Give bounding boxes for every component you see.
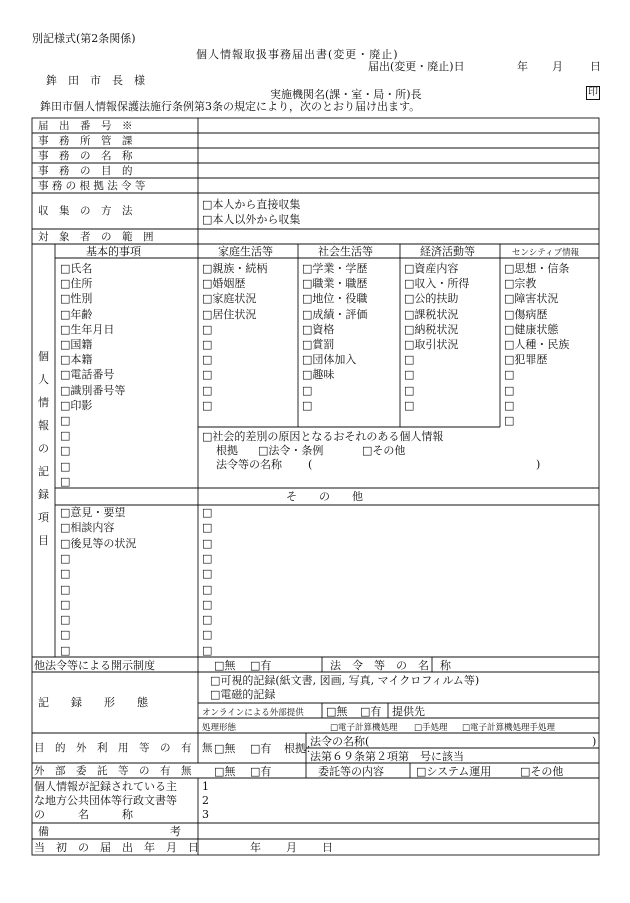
system-op-checkbox[interactable]: □システム運用: [416, 765, 492, 778]
other-right-checkbox-1[interactable]: □: [202, 506, 213, 519]
basic-checkbox-9[interactable]: □識別番号等: [60, 383, 126, 397]
basic-checkbox-6[interactable]: □国籍: [60, 338, 93, 351]
processing-label: 処理形態: [202, 723, 237, 733]
economic-checkbox-7[interactable]: □: [404, 353, 415, 367]
proc-mixed-checkbox[interactable]: □電子計算機処理手処理: [462, 723, 556, 733]
other-left-checkbox-5[interactable]: □: [60, 567, 71, 581]
other-left-checkbox-2[interactable]: □相談内容: [60, 521, 115, 535]
sensitive-checkbox-2[interactable]: □宗教: [504, 277, 537, 291]
other-right-checkbox-4[interactable]: □: [202, 551, 213, 565]
outsource-other-checkbox[interactable]: □その他: [520, 765, 564, 778]
other-right-checkbox-6[interactable]: □: [202, 582, 213, 596]
header-economic: 経済活動等: [420, 245, 475, 258]
basic-checkbox-2[interactable]: □住所: [60, 277, 93, 291]
basis-other-checkbox[interactable]: □その他: [362, 444, 406, 457]
economic-checkbox-4[interactable]: □課税状況: [404, 307, 459, 321]
other-left-checkbox-3[interactable]: □後見等の状況: [60, 536, 137, 550]
social-checkbox-1[interactable]: □学業・学歴: [302, 262, 368, 275]
economic-checkbox-6[interactable]: □取引状況: [404, 338, 459, 351]
social-checkbox-2[interactable]: □職業・職歴: [302, 277, 368, 291]
provider-label: 提供先: [392, 705, 425, 718]
social-checkbox-6[interactable]: □賞罰: [302, 338, 335, 351]
sensitive-checkbox-6[interactable]: □人種・民族: [504, 338, 570, 351]
family-checkbox-3[interactable]: □家庭状況: [202, 292, 257, 306]
economic-checkbox-1[interactable]: □資産内容: [404, 262, 459, 275]
family-checkbox-7[interactable]: □: [202, 353, 213, 367]
form-title: 個人情報取扱事務届出書(変更・廃止): [196, 48, 399, 61]
outsourcing-exists-checkbox[interactable]: □有: [250, 765, 272, 778]
date-month: 月: [552, 60, 563, 73]
form-number: 別記様式(第2条関係): [32, 32, 136, 45]
economic-checkbox-2[interactable]: □収入・所得: [404, 277, 470, 291]
collect-direct-checkbox[interactable]: □本人から直接収集: [202, 198, 301, 211]
seal-mark: 印: [588, 87, 598, 98]
economic-checkbox-3[interactable]: □公的扶助: [404, 292, 459, 306]
external-exists-checkbox[interactable]: □有: [250, 742, 272, 755]
basic-checkbox-15[interactable]: □: [60, 474, 71, 488]
sensitive-checkbox-7[interactable]: □犯罪歴: [504, 353, 548, 367]
social-checkbox-9[interactable]: □: [302, 383, 313, 397]
other-left-checkbox-1[interactable]: □意見・要望: [60, 506, 126, 519]
basic-checkbox-13[interactable]: □: [60, 444, 71, 458]
other-right-checkbox-3[interactable]: □: [202, 536, 213, 550]
collect-indirect-checkbox[interactable]: □本人以外から収集: [202, 213, 301, 226]
proc-manual-checkbox[interactable]: □手処理: [414, 723, 448, 733]
visual-record-checkbox[interactable]: □可視的記録(紙文書, 図画, 写真, マイクロフィルム等): [210, 674, 480, 687]
other-right-checkbox-10[interactable]: □: [202, 643, 213, 657]
side-label-char: の: [38, 442, 49, 455]
online-provision-label: オンラインによる外部提供: [202, 708, 304, 718]
family-checkbox-2[interactable]: □婚姻歴: [202, 277, 246, 291]
external-law-name-label: 法令の名称(: [310, 735, 370, 748]
economic-checkbox-5[interactable]: □納税状況: [404, 322, 459, 336]
remarks-label: 備 考: [38, 825, 181, 838]
outsourcing-none-checkbox[interactable]: □無: [214, 765, 236, 778]
sensitive-checkbox-5[interactable]: □健康状態: [504, 322, 559, 336]
law-name-label: 法令等の名称: [216, 458, 282, 471]
initial-date-label: 当 初 の 届 出 年 月 日: [34, 841, 199, 854]
disclosure-exists-checkbox[interactable]: □有: [250, 659, 272, 672]
other-left-checkbox-7[interactable]: □: [60, 597, 71, 611]
disclosure-none-checkbox[interactable]: □無: [214, 659, 236, 672]
side-label-char: 目: [38, 534, 49, 547]
basis-label: 根拠: [216, 444, 238, 457]
side-label-char: 情: [38, 396, 49, 409]
doc-label-line3: の 名 称: [34, 808, 133, 821]
family-checkbox-9[interactable]: □: [202, 383, 213, 397]
basic-checkbox-8[interactable]: □電話番号: [60, 368, 115, 382]
header-sensitive: センシティブ情報: [512, 248, 580, 258]
doc-num-1: 1: [202, 780, 209, 793]
outsourcing-label: 外 部 委 託 等 の 有 無: [34, 765, 192, 777]
external-paren-close: ): [592, 735, 597, 748]
disclosure-law-name-label: 法 令 等 の 名 称: [330, 659, 451, 672]
external-use-label: 目 的 外 利 用 等 の 有 無: [34, 742, 213, 754]
basic-checkbox-5[interactable]: □生年月日: [60, 322, 115, 336]
social-checkbox-5[interactable]: □資格: [302, 322, 335, 336]
date-year: 年: [517, 60, 528, 73]
doc-num-3: 3: [202, 808, 209, 821]
legal-basis-label: 事 務 の 根 拠 法 令 等: [38, 180, 146, 192]
family-checkbox-1[interactable]: □親族・続柄: [202, 262, 268, 275]
outsource-content-label: 委託等の内容: [318, 765, 384, 778]
other-header: そ の 他: [286, 490, 363, 503]
basic-checkbox-4[interactable]: □年齢: [60, 307, 93, 321]
family-checkbox-6[interactable]: □: [202, 338, 213, 351]
social-checkbox-10[interactable]: □: [302, 398, 313, 412]
other-left-checkbox-8[interactable]: □: [60, 613, 71, 627]
record-form-label: 記 録 形 態: [38, 696, 148, 709]
date-label: 届出(変更・廃止)日: [368, 60, 465, 73]
social-checkbox-3[interactable]: □地位・役職: [302, 292, 368, 306]
office-label: 事 務 所 管 課: [38, 135, 133, 147]
header-social: 社会生活等: [318, 245, 373, 258]
sensitive-checkbox-11[interactable]: □: [504, 414, 515, 427]
sensitive-checkbox-9[interactable]: □: [504, 383, 515, 397]
economic-checkbox-8[interactable]: □: [404, 368, 415, 382]
family-checkbox-4[interactable]: □居住状況: [202, 307, 257, 321]
other-left-checkbox-6[interactable]: □: [60, 582, 71, 596]
statement: 鉾田市個人情報保護法施行条例第3条の規定により，次のとおり届け出ます。: [40, 100, 421, 113]
family-checkbox-5[interactable]: □: [202, 322, 213, 336]
other-right-checkbox-8[interactable]: □: [202, 613, 213, 627]
side-label-char: 個: [38, 350, 49, 363]
notification-number-label: 届 出 番 号 ※: [38, 120, 133, 132]
basic-checkbox-14[interactable]: □: [60, 459, 71, 473]
social-checkbox-7[interactable]: □団体加入: [302, 353, 357, 367]
external-basis-label: 根拠：: [284, 742, 317, 755]
discrimination-checkbox[interactable]: □社会的差別の原因となるおそれのある個人情報: [202, 430, 444, 443]
other-right-checkbox-2[interactable]: □: [202, 521, 213, 535]
sensitive-checkbox-3[interactable]: □障害状況: [504, 292, 559, 306]
sensitive-checkbox-1[interactable]: □思想・信条: [504, 262, 570, 275]
basic-checkbox-1[interactable]: □氏名: [60, 262, 93, 275]
magnetic-record-checkbox[interactable]: □電磁的記録: [210, 688, 276, 701]
purpose-label: 事 務 の 目 的: [38, 165, 133, 177]
collection-label: 収 集 の 方 法: [38, 205, 133, 217]
sensitive-checkbox-10[interactable]: □: [504, 398, 515, 412]
proc-computer-checkbox[interactable]: □電子計算機処理: [330, 723, 398, 733]
side-label-char: 録: [38, 488, 49, 501]
paren-open: (: [308, 458, 313, 471]
paren-close: ): [536, 458, 541, 471]
initial-day: 日: [322, 841, 333, 854]
basis-law-checkbox[interactable]: □法令・条例: [258, 444, 324, 457]
name-label: 事 務 の 名 称: [38, 150, 133, 162]
header-family: 家庭生活等: [218, 245, 273, 258]
sensitive-checkbox-4[interactable]: □傷病歴: [504, 307, 548, 321]
other-right-checkbox-9[interactable]: □: [202, 628, 213, 642]
side-label-char: 記: [38, 465, 49, 478]
economic-checkbox-9[interactable]: □: [404, 383, 415, 397]
disclosure-label: 他法令等による開示制度: [34, 659, 155, 672]
header-basic: 基本的事項: [86, 245, 141, 258]
initial-month: 月: [286, 841, 297, 854]
other-right-checkbox-7[interactable]: □: [202, 597, 213, 611]
doc-label-line1: 個人情報が記録されている主: [34, 780, 177, 793]
article-label: 法第６９条第２項第 号に該当: [310, 750, 464, 763]
addressee: 鉾 田 市 長 様: [46, 74, 145, 87]
social-checkbox-4[interactable]: □成績・評価: [302, 307, 368, 321]
sensitive-checkbox-8[interactable]: □: [504, 368, 515, 382]
doc-label-line2: な地方公共団体等行政文書等: [34, 794, 177, 807]
basic-checkbox-10[interactable]: □印影: [60, 398, 93, 412]
scope-label: 対 象 者 の 範 囲: [38, 231, 154, 243]
other-right-checkbox-5[interactable]: □: [202, 567, 213, 581]
other-left-checkbox-9[interactable]: □: [60, 628, 71, 642]
family-checkbox-10[interactable]: □: [202, 398, 213, 412]
other-left-checkbox-4[interactable]: □: [60, 551, 71, 565]
basic-checkbox-3[interactable]: □性別: [60, 292, 93, 306]
side-label-char: 項: [38, 511, 49, 524]
economic-checkbox-10[interactable]: □: [404, 398, 415, 412]
online-exists-checkbox[interactable]: □有: [360, 705, 382, 718]
online-none-checkbox[interactable]: □無: [326, 705, 348, 718]
date-day: 日: [590, 60, 601, 73]
external-none-checkbox[interactable]: □無: [214, 742, 236, 755]
basic-checkbox-7[interactable]: □本籍: [60, 353, 93, 367]
side-label-char: 人: [38, 373, 49, 386]
social-checkbox-8[interactable]: □趣味: [302, 368, 335, 382]
agency-name-label: 実施機関名(課・室・局・所)長: [270, 88, 422, 101]
side-label-char: 報: [38, 419, 49, 432]
initial-year: 年: [250, 841, 261, 854]
other-left-checkbox-10[interactable]: □: [60, 643, 71, 657]
basic-checkbox-12[interactable]: □: [60, 429, 71, 443]
doc-num-2: 2: [202, 794, 209, 807]
family-checkbox-8[interactable]: □: [202, 368, 213, 382]
basic-checkbox-11[interactable]: □: [60, 414, 71, 427]
